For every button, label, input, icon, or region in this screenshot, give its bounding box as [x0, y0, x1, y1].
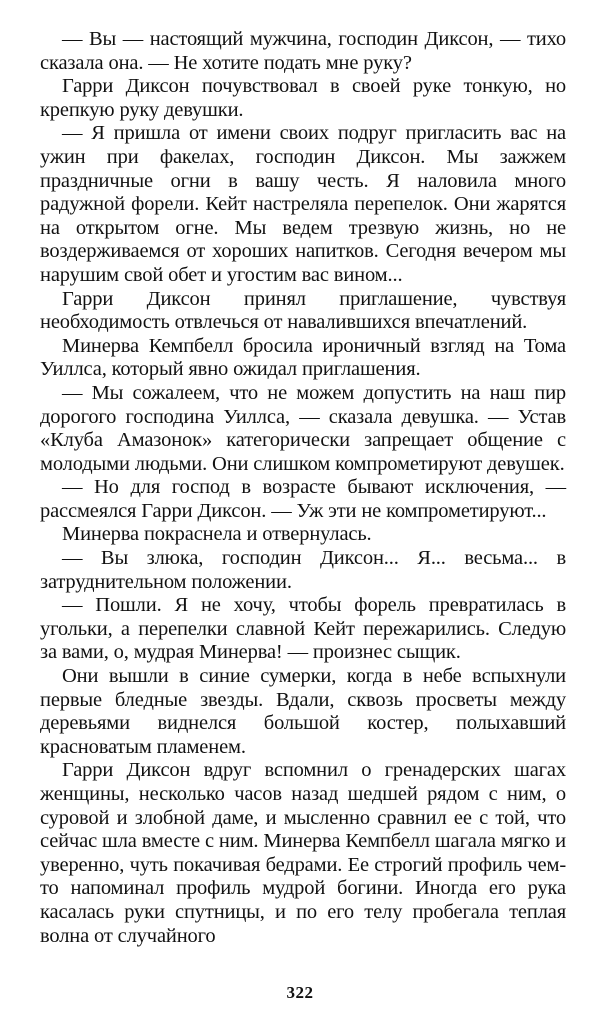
paragraph: — Я пришла от имени своих подруг пригласить вас на ужин при факелах, господин Диксон. Мы зажжем праздничные огни в вашу честь. Я наловила много радужной форели. Кейт настреляла перепелок. Они жарятся на открытом огне. Мы ведем трезвую жизнь, но не воздерживаемся от хороших напитков. Сегодня вечером мы нарушим свой обет и угостим вас вином... [40, 122, 566, 286]
paragraph: Минерва Кемпбелл бросила ироничный взгляд на Тома Уиллса, который явно ожидал приглашения. [40, 334, 566, 381]
paragraph: — Вы злюка, господин Диксон... Я... весьма... в затруднительном положении. [40, 547, 566, 593]
paragraph: — Мы сожалеем, что не можем допустить на наш пир дорогого господина Уиллса, — сказала девушка. — Устав «Клуба Амазонок» категорически запрещает общение с молодыми людьми. Они слишком компрометируют девушек. [40, 381, 566, 475]
paragraph: Гарри Диксон вдруг вспомнил о гренадерских шагах женщины, несколько часов назад шедшей рядом с ним, о суровой и злобной даме, и мысленно сравнил ее с той, что сейчас шла вместе с ним. Минерва Кемпбелл шагала мягко и уверенно, чуть покачивая бедрами. Ее строгий профиль чем-то напоминал профиль мудрой богини. Иногда его рука касалась руки спутницы, и по его телу пробегала теплая волна от случайного [40, 759, 566, 947]
paragraph: — Но для господ в возрасте бывают исключения, — рассмеялся Гарри Диксон. — Уж эти не компрометируют... [40, 476, 566, 522]
paragraph: Гарри Диксон принял приглашение, чувствуя необходимость отвлечься от навалившихся впечатлений. [40, 287, 566, 334]
paragraph: — Вы — настоящий мужчина, господин Диксон, — тихо сказала она. — Не хотите подать мне руку? [40, 28, 566, 74]
paragraph: Они вышли в синие сумерки, когда в небе вспыхнули первые бледные звезды. Вдали, сквозь просветы между деревьями виднелся большой костер, полыхавший красноватым пламенем. [40, 665, 566, 758]
paragraph: Минерва покраснела и отвернулась. [62, 523, 372, 546]
paragraph: — Пошли. Я не хочу, чтобы форель превратилась в угольки, а перепелки славной Кейт пережарились. Следую за вами, о, мудрая Минерва! — произнес сыщик. [40, 594, 566, 664]
body-text [40, 28, 566, 948]
page-number: 322 [286, 983, 314, 1002]
paragraph: Гарри Диксон почувствовал в своей руке тонкую, но крепкую руку девушки. [40, 75, 566, 121]
